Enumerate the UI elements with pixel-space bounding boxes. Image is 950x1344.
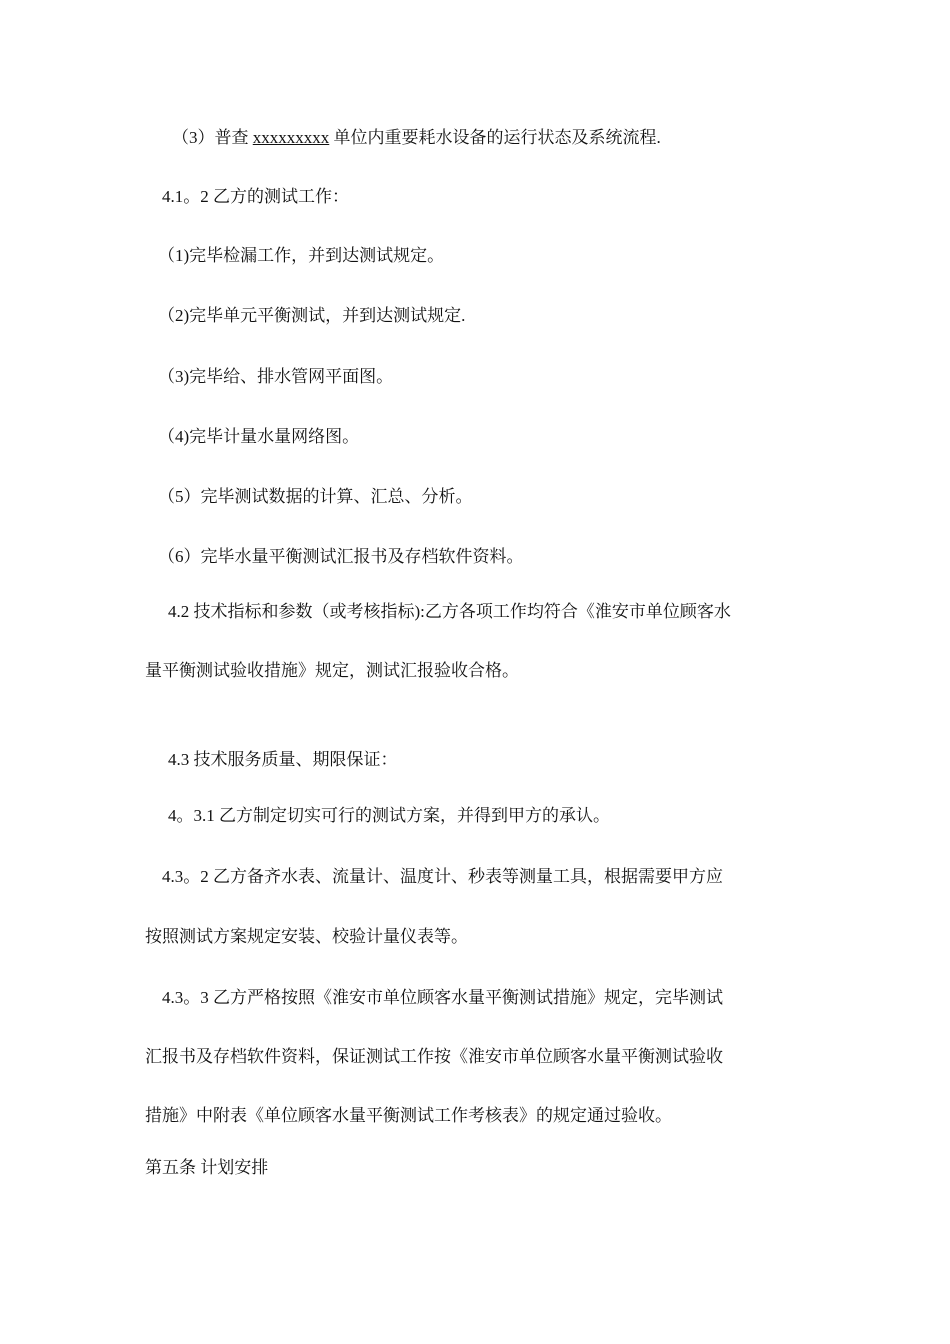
paragraph-line: （3）普查 xxxxxxxxx 单位内重要耗水设备的运行状态及系统流程. [172,128,661,147]
paragraph-line: 按照测试方案规定安装、校验计量仪表等。 [145,927,468,946]
paragraph-line: 4.2 技术指标和参数（或考核指标):乙方各项工作均符合《淮安市单位顾客水 [168,602,731,621]
paragraph-line: 汇报书及存档软件资料，保证测试工作按《淮安市单位顾客水量平衡测试验收 [145,1047,723,1066]
paragraph-line: 量平衡测试验收措施》规定，测试汇报验收合格。 [145,661,519,680]
paragraph-line: 4.1。2 乙方的测试工作： [162,187,349,206]
list-item: （1)完毕检漏工作，并到达测试规定。 [158,246,445,265]
list-item: （5）完毕测试数据的计算、汇总、分析。 [158,487,473,506]
paragraph-line: 措施》中附表《单位顾客水量平衡测试工作考核表》的规定通过验收。 [145,1106,672,1125]
list-item: （4)完毕计量水量网络图。 [158,427,360,446]
paragraph-line: 4.3。2 乙方备齐水表、流量计、温度计、秒表等测量工具，根据需要甲方应 [162,867,723,886]
list-item: （3)完毕给、排水管网平面图。 [158,367,394,386]
paragraph-line: 4。3.1 乙方制定切实可行的测试方案，并得到甲方的承认。 [168,806,610,825]
list-item: （2)完毕单元平衡测试，并到达测试规定. [158,306,466,325]
list-item: （6）完毕水量平衡测试汇报书及存档软件资料。 [158,547,524,566]
underlined-placeholder: xxxxxxxxx [252,128,330,147]
article-heading: 第五条 计划安排 [145,1158,269,1177]
paragraph-line: 4.3。3 乙方严格按照《淮安市单位顾客水量平衡测试措施》规定，完毕测试 [162,988,723,1007]
section-heading: 4.3 技术服务质量、期限保证： [168,750,398,769]
